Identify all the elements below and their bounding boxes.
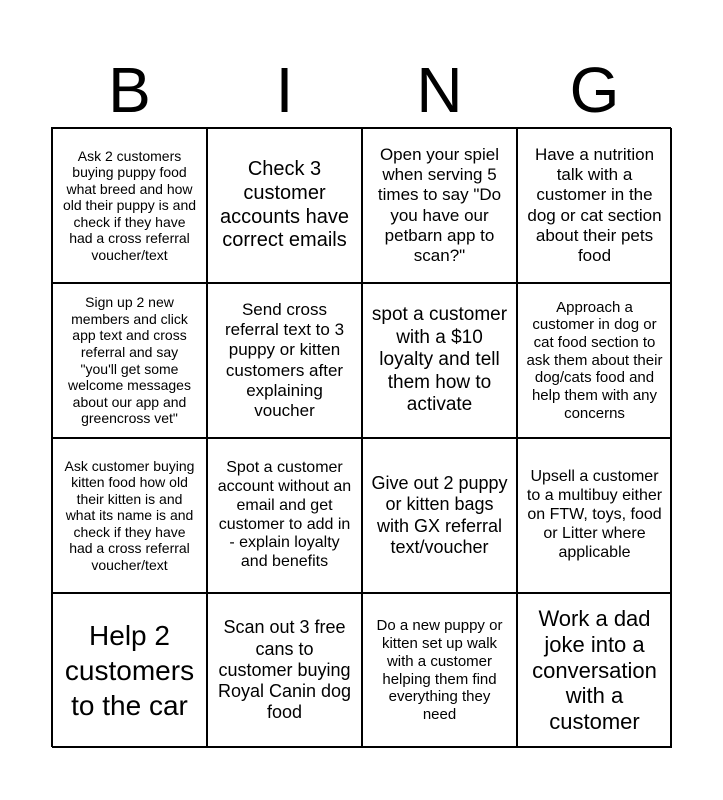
- header-letter-n: N: [416, 54, 463, 126]
- header-letter-i: I: [275, 54, 294, 126]
- bingo-cell-text: Spot a customer account without an email and get customer to add in - explain loyalty and benefits: [217, 458, 352, 571]
- bingo-cell-text: Help 2 customers to the car: [64, 620, 195, 721]
- bingo-cell-text: Scan out 3 free cans to customer buying Royal Canin dog food: [217, 617, 352, 723]
- bingo-cell-text: Ask customer buying kitten food how old their kitten is and what its name is and check if they have had a cross referral voucher/text: [64, 457, 195, 573]
- bingo-cell-text: Send cross referral text to 3 puppy or kitten customers after explaining voucher: [224, 300, 345, 420]
- bingo-cell-text: Approach a customer in dog or cat food section to ask them about their dog/cats food and help them with any concerns: [526, 298, 663, 422]
- bingo-cell-text: Work a dad joke into a conversation with a customer: [532, 605, 657, 735]
- bingo-cell-text: Have a nutrition talk with a customer in the dog or cat section about their pets food: [527, 145, 662, 265]
- bingo-cell-text: Upsell a customer to a multibuy either on FTW, toys, food or Litter where applicable: [526, 468, 663, 561]
- bingo-cell[interactable]: [52, 438, 207, 593]
- bingo-cell[interactable]: [52, 593, 207, 748]
- bingo-cell[interactable]: [207, 593, 362, 748]
- bingo-cell[interactable]: [362, 128, 517, 283]
- bingo-cell-text: spot a customer with a $10 loyalty and tell them how to activate: [371, 304, 508, 416]
- bingo-cell-text: Open your spiel when serving 5 times to say "Do you have our petbarn app to scan?": [377, 145, 502, 265]
- header-letter-g: G: [569, 54, 620, 126]
- bingo-cell[interactable]: [517, 438, 672, 593]
- bingo-cell[interactable]: [207, 128, 362, 283]
- bingo-cell[interactable]: [52, 283, 207, 438]
- bingo-cell[interactable]: [362, 283, 517, 438]
- bingo-cell[interactable]: [52, 128, 207, 283]
- bingo-cell[interactable]: [517, 593, 672, 748]
- bingo-cell-text: Do a new puppy or kitten set up walk with a customer helping them find everything they need: [376, 617, 503, 723]
- bingo-cell-text: Give out 2 puppy or kitten bags with GX referral text/voucher: [371, 473, 508, 557]
- bingo-cell[interactable]: [207, 283, 362, 438]
- header-letter-b: B: [108, 54, 151, 126]
- bingo-cell-text: Check 3 customer accounts have correct emails: [220, 158, 349, 252]
- bingo-cell[interactable]: [362, 593, 517, 748]
- bingo-board: [51, 127, 671, 747]
- bingo-cell[interactable]: [207, 438, 362, 593]
- bingo-header: [52, 52, 672, 124]
- bingo-cell[interactable]: [362, 438, 517, 593]
- bingo-cell[interactable]: [517, 128, 672, 283]
- bingo-cell-text: Sign up 2 new members and click app text and cross referral and say "you'll get some welcome messages about our app and greencross vet": [68, 294, 191, 427]
- bingo-cell-text: Ask 2 customers buying puppy food what breed and how old their puppy is and check if they have had a cross referral voucher/text: [62, 147, 197, 263]
- bingo-cell[interactable]: [517, 283, 672, 438]
